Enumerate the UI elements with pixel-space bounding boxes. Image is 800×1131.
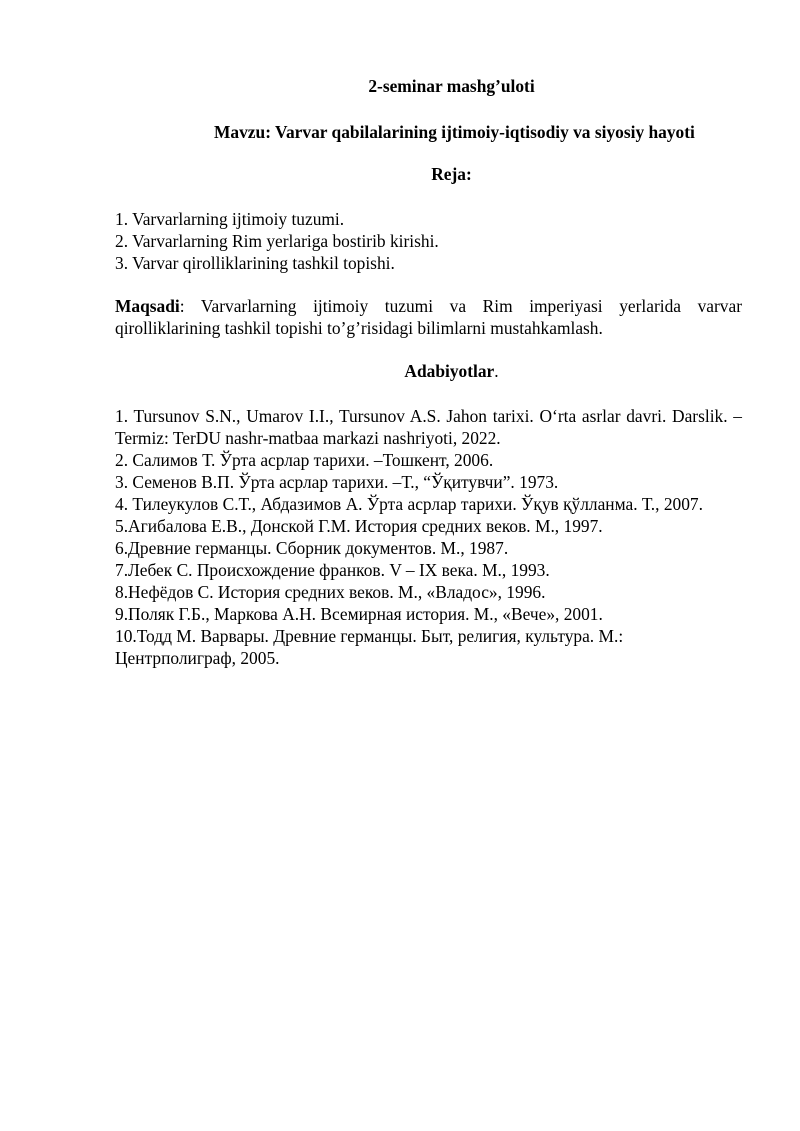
references-list — [115, 405, 742, 669]
reference-item: 1. Tursunov S.N., Umarov I.I., Tursunov A.S. Jahon tarixi. O‘rta asrlar davri. Darslik. –Termiz: TerDU nashr-matbaa markazi nashriyoti, 2022. — [115, 406, 742, 448]
reference-item: 5.Агибалова Е.В., Донской Г.М. История средних веков. М., 1997. — [115, 516, 603, 536]
topic-title: Mavzu: Varvar qabilalarining ijtimoiy-iqtisodiy va siyosiy hayoti — [214, 122, 695, 142]
reference-item: 9.Поляк Г.Б., Маркова А.Н. Всемирная история. М., «Вече», 2001. — [115, 604, 603, 624]
reference-item: 2. Салимов Т. Ўрта асрлар тарихи. –Тошкент, 2006. — [115, 450, 494, 470]
goal-label: Maqsadi — [115, 296, 180, 316]
references-heading-suffix: . — [494, 361, 499, 381]
plan-item: 3. Varvar qirolliklarining tashkil topishi. — [115, 253, 395, 273]
seminar-title: 2-seminar mashg’uloti — [368, 76, 535, 96]
goal-text: : Varvarlarning ijtimoiy tuzumi va Rim imperiyasi yerlarida varvar qirolliklarining tashkil topishi to’g’risidagi bilimlarni mustahkamlash. — [115, 296, 742, 338]
reference-item: 6.Древние германцы. Сборник документов. М., 1987. — [115, 538, 509, 558]
plan-item: 2. Varvarlarning Rim yerlariga bostirib kirishi. — [115, 231, 439, 251]
document-page — [115, 75, 742, 669]
reference-item: 3. Семенов В.П. Ўрта асрлар тарихи. –Т., “Ўқитувчи”. 1973. — [115, 472, 559, 492]
plan-heading: Reja: — [431, 164, 472, 184]
reference-item: 4. Тилеукулов С.Т., Абдазимов А. Ўрта асрлар тарихи. Ўқув қўлланма. Т., 2007. — [115, 494, 703, 514]
reference-item: 10.Тодд М. Варвары. Древние германцы. Быт, религия, культура. М.: Центрполиграф, 2005. — [115, 626, 624, 668]
references-heading — [115, 360, 742, 382]
reference-item: 7.Лебек С. Происхождение франков. V – IX века. М., 1993. — [115, 560, 550, 580]
reference-item: 8.Нефёдов С. История средних веков. М., «Владос», 1996. — [115, 582, 546, 602]
plan-list — [115, 208, 742, 274]
references-heading-label: Adabiyotlar — [404, 361, 495, 381]
plan-item: 1. Varvarlarning ijtimoiy tuzumi. — [115, 209, 345, 229]
goal-paragraph — [115, 295, 742, 339]
